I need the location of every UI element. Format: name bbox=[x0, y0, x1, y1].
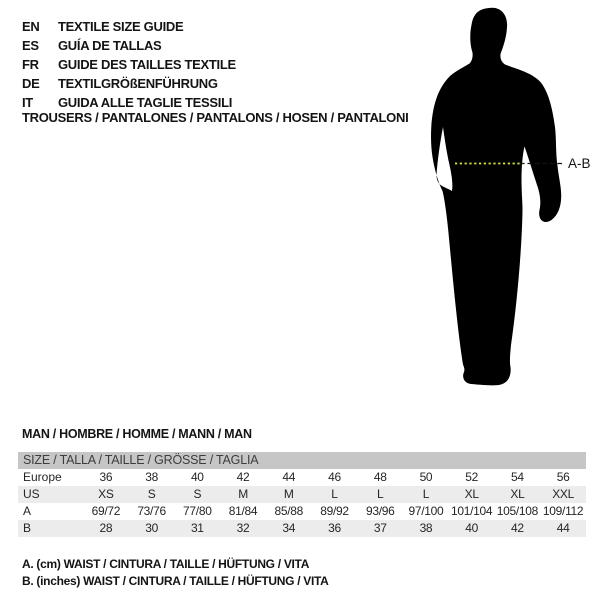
man-silhouette bbox=[431, 8, 561, 386]
table-cell: 101/104 bbox=[451, 504, 493, 518]
table-cell: 50 bbox=[419, 470, 433, 484]
table-cell: 48 bbox=[373, 470, 387, 484]
table-cell: 34 bbox=[282, 521, 296, 535]
table-cell: 42 bbox=[236, 470, 250, 484]
language-row-es bbox=[22, 36, 236, 55]
language-code: DE bbox=[22, 76, 40, 91]
table-cell: L bbox=[331, 487, 338, 501]
table-cell: 40 bbox=[465, 521, 479, 535]
language-label: TEXTILE SIZE GUIDE bbox=[58, 19, 184, 34]
table-cell: 81/84 bbox=[228, 504, 258, 518]
language-label: GUÍA DE TALLAS bbox=[58, 38, 162, 53]
table-cell: M bbox=[238, 487, 248, 501]
footnote-b: B. (inches) WAIST / CINTURA / TAILLE / HÜFTUNG / VITA bbox=[22, 574, 329, 588]
size-table bbox=[18, 452, 586, 537]
table-cell: M bbox=[283, 487, 294, 501]
table-row-a-cm bbox=[18, 503, 586, 520]
table-cell: 36 bbox=[99, 470, 113, 484]
table-cell: 38 bbox=[419, 521, 433, 535]
table-cell: L bbox=[377, 487, 384, 501]
man-silhouette-svg bbox=[410, 0, 600, 400]
measure-label-ab: A-B bbox=[568, 156, 591, 171]
language-legend bbox=[22, 17, 236, 112]
table-cell: 42 bbox=[511, 521, 524, 535]
table-row-b-inches bbox=[18, 520, 586, 537]
table-cell: XL bbox=[464, 487, 479, 501]
table-cell: 36 bbox=[328, 521, 341, 535]
table-cell: 109/112 bbox=[542, 504, 584, 518]
table-cell: 54 bbox=[511, 470, 524, 484]
footnotes bbox=[22, 556, 329, 590]
table-cell: 40 bbox=[190, 470, 204, 484]
table-cell: 56 bbox=[556, 470, 570, 484]
language-code: EN bbox=[22, 19, 40, 34]
table-cell: 30 bbox=[145, 521, 158, 535]
language-code: ES bbox=[22, 38, 39, 53]
table-cell: XS bbox=[98, 487, 114, 501]
table-cell: 85/88 bbox=[274, 504, 304, 518]
table-cell: 73/76 bbox=[137, 504, 166, 518]
language-label: GUIDE DES TAILLES TEXTILE bbox=[58, 57, 236, 72]
table-cell: XXL bbox=[552, 487, 575, 501]
language-label: GUIDA ALLE TAGLIE TESSILI bbox=[58, 95, 233, 110]
footnote-a: A. (cm) WAIST / CINTURA / TAILLE / HÜFTUNG / VITA bbox=[22, 557, 310, 571]
table-cell: 69/72 bbox=[91, 504, 121, 518]
table-row-us bbox=[18, 486, 586, 503]
row-label: US bbox=[23, 487, 40, 501]
category-title: TROUSERS / PANTALONES / PANTALONS / HOSEN / PANTALONI bbox=[22, 110, 409, 125]
table-cell: L bbox=[422, 487, 430, 501]
table-cell: 32 bbox=[236, 521, 250, 535]
table-cell: 37 bbox=[373, 521, 387, 535]
language-code: FR bbox=[22, 57, 39, 72]
language-code: IT bbox=[22, 95, 33, 110]
table-cell: S bbox=[147, 487, 156, 501]
row-label: Europe bbox=[23, 470, 62, 484]
row-label: B bbox=[23, 521, 32, 535]
table-cell: 52 bbox=[465, 470, 479, 484]
table-cell: XL bbox=[510, 487, 525, 501]
table-cell: 97/100 bbox=[408, 504, 444, 518]
table-cell: 46 bbox=[328, 470, 341, 484]
table-cell: S bbox=[193, 487, 202, 501]
table-cell: 77/80 bbox=[183, 504, 212, 518]
table-cell: 44 bbox=[556, 521, 570, 535]
language-row-fr bbox=[22, 55, 236, 74]
table-cell: 28 bbox=[99, 521, 113, 535]
language-row-en bbox=[22, 17, 236, 36]
language-row-de bbox=[22, 74, 236, 93]
row-label: A bbox=[23, 504, 32, 518]
table-cell: 38 bbox=[145, 470, 158, 484]
table-cell: 44 bbox=[282, 470, 296, 484]
table-cell: 105/108 bbox=[496, 504, 539, 518]
table-row-europe bbox=[18, 469, 586, 486]
size-table-header: SIZE / TALLA / TAILLE / GRÖSSE / TAGLIA bbox=[18, 452, 586, 469]
language-label: TEXTILGRÖßENFÜHRUNG bbox=[58, 76, 218, 91]
table-cell: 93/96 bbox=[365, 504, 395, 518]
table-cell: 89/92 bbox=[320, 504, 349, 518]
table-cell: 31 bbox=[190, 521, 204, 535]
man-figure bbox=[410, 0, 600, 400]
section-title-man: MAN / HOMBRE / HOMME / MANN / MAN bbox=[22, 427, 252, 441]
